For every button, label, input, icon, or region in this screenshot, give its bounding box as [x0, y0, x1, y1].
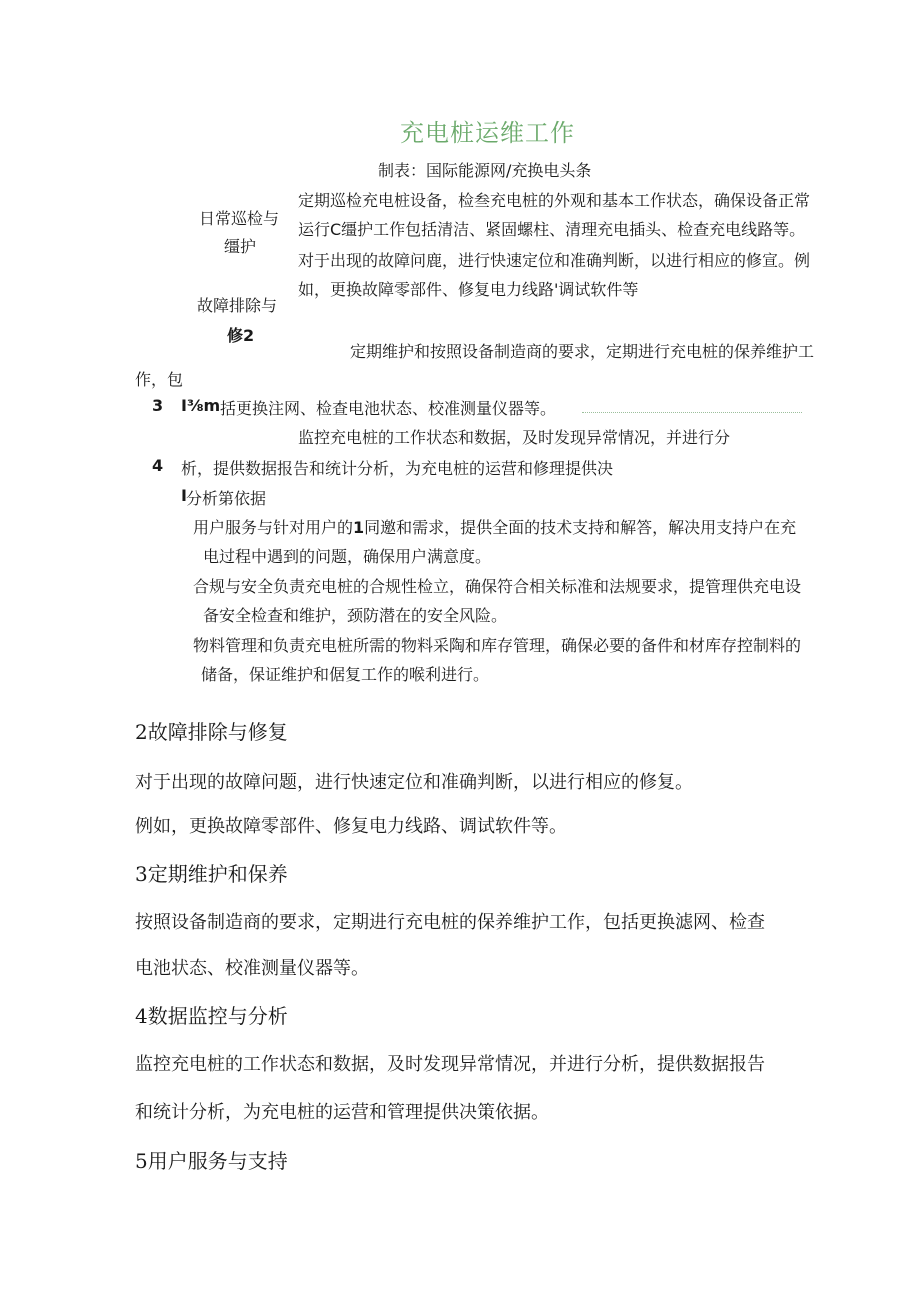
text-line: 对于出现的故障问鹿，进行快速定位和准确判断，以进行相应的修宣。例	[298, 251, 811, 270]
text-line	[193, 515, 796, 538]
text-line: 备安全检查和维护，颈防潜在的安全风险。	[203, 606, 508, 625]
section-number: 4	[135, 1004, 148, 1028]
list-number: 4	[152, 456, 164, 475]
section-title: 用户服务与支持	[147, 1149, 288, 1173]
text-fragment: 同邀和需求，提供全面的技术支持和解答，解决用支持户在充	[364, 518, 797, 537]
text-line: 作，包	[135, 370, 184, 389]
paragraph-line: 监控充电桩的工作状态和数据，及时发现异常情况，并进行分析，提供数据报告	[135, 1054, 765, 1075]
text-line: 电过程中遇到的问题，确保用户满意度。	[203, 547, 492, 566]
paragraph-line: 和统计分析，为充电桩的运营和管理提供决策依据。	[135, 1102, 549, 1123]
text-line: 定期巡检充电桩设备，检叁充电桩的外观和基本工作状态，确保设备正常	[298, 191, 811, 210]
text-line: 储备，保证维护和倨复工作的喉利进行。	[201, 665, 490, 684]
side-label-fault-cont: 修2	[227, 326, 255, 345]
text-line: 定期维护和按照设备制造商的要求，定期进行充电桩的保养维护工	[350, 342, 815, 361]
paragraph-line: 按照设备制造商的要求，定期进行充电桩的保养维护工作，包括更换滤网、检查	[135, 912, 765, 933]
text-line: 如，更换故障零部件、修复电力线路'调试软件等	[298, 280, 639, 299]
list-number: 3	[152, 396, 164, 415]
text-line: 括更换注网、检查电池状态、校准测量仪器等。	[220, 399, 557, 418]
section-heading	[135, 716, 288, 745]
text-line: 运行C缰护工作包括清洁、紧固螺柱、清理充电插头、检查充电线路等。	[298, 220, 806, 239]
document-title: 充电桩运维工作	[400, 119, 575, 147]
paragraph-line: 例如，更换故障零部件、修复电力线路、调试软件等。	[135, 816, 567, 837]
section-number: 3	[135, 862, 148, 886]
paragraph-line: 对于出现的故障问题，进行快速定位和准确判断，以进行相应的修复。	[135, 772, 693, 793]
garbled-prefix: I⅜m	[181, 396, 221, 415]
text-line: 合规与安全负责充电桩的合规性检立，确保符合相关标准和法规要求，提管理供充电设	[193, 577, 802, 596]
section-title: 定期维护和保养	[147, 862, 288, 886]
text-line: 分析第依据	[186, 489, 267, 508]
text-line: 物料管理和负责充电桩所需的物料采陶和库存管理，确保必要的备件和材库存控制料的	[193, 636, 802, 655]
section-heading	[135, 1000, 288, 1029]
text-fragment: 1	[353, 518, 365, 537]
dotted-divider	[582, 412, 802, 413]
section-title: 故障排除与修复	[147, 720, 288, 744]
section-title: 数据监控与分析	[147, 1004, 288, 1028]
side-label-daily-cont: 缰护	[224, 237, 257, 256]
section-number: 2	[135, 720, 148, 744]
section-heading	[135, 1145, 288, 1174]
section-number: 5	[135, 1149, 148, 1173]
side-label-daily: 日常巡检与	[199, 209, 280, 228]
text-line: 监控充电桩的工作状态和数据，及时发现异常情况，并进行分	[298, 428, 731, 447]
text-fragment: 用户服务与针对用户的	[193, 518, 354, 537]
section-heading	[135, 858, 288, 887]
paragraph-line: 电池状态、校准测量仪器等。	[135, 958, 369, 979]
garbled-prefix: I	[181, 486, 187, 505]
text-line: 析，提供数据报告和统计分析，为充电桩的运营和修理提供决	[181, 459, 614, 478]
side-label-fault: 故障排除与	[197, 296, 278, 315]
source-line: 制表：国际能源网/充换电头条	[378, 161, 592, 180]
